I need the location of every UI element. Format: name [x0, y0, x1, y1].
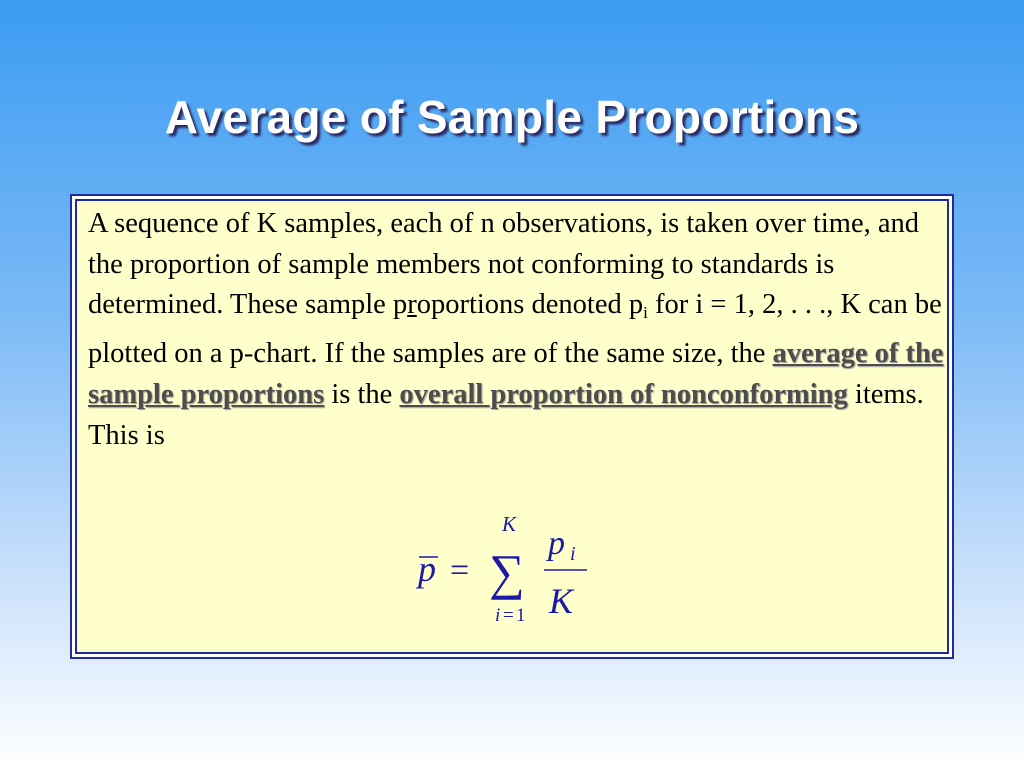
formula-numerator-p: p	[548, 525, 565, 562]
content-box	[75, 199, 949, 654]
paragraph-text-1: A sequence of K samples, each of n observations, is taken over time, and the proportion of sample members not conforming to standards is determined. These sample p	[88, 208, 920, 321]
paragraph-subscript-i: i	[643, 303, 648, 323]
formula-numerator-subscript: i	[570, 543, 576, 565]
slide-title: Average of Sample Proportions	[164, 91, 860, 143]
content-frame	[70, 194, 954, 659]
formula	[407, 514, 607, 634]
formula-denominator-k: K	[549, 581, 574, 621]
formula-sum-lower-index: i	[495, 605, 501, 626]
formula-sum-symbol: ∑	[489, 544, 525, 600]
highlight-overall-proportion: overall proportion of nonconforming	[399, 378, 848, 410]
formula-equals: =	[450, 552, 470, 589]
paragraph-text-2: oportions denoted p	[416, 289, 644, 321]
paragraph-underlined-letter: r	[407, 289, 417, 321]
formula-sum-lower-value: 1	[516, 605, 526, 626]
body-paragraph	[88, 204, 948, 456]
paragraph-text-3: for i = 1, 2, . . ., K can be plotted on a p-chart. If the samples are of the same size, the	[88, 289, 942, 370]
highlight-average-of-sample-proportions: average of the sample proportions	[88, 338, 944, 410]
paragraph-text-4: is the	[324, 378, 400, 410]
paragraph-text-5: items. This is	[88, 378, 924, 451]
formula-sum-upper-limit: K	[502, 512, 517, 536]
formula-lhs-p: p	[418, 549, 436, 589]
formula-sum-lower-equals: =	[503, 605, 514, 626]
formula-svg	[407, 514, 607, 634]
